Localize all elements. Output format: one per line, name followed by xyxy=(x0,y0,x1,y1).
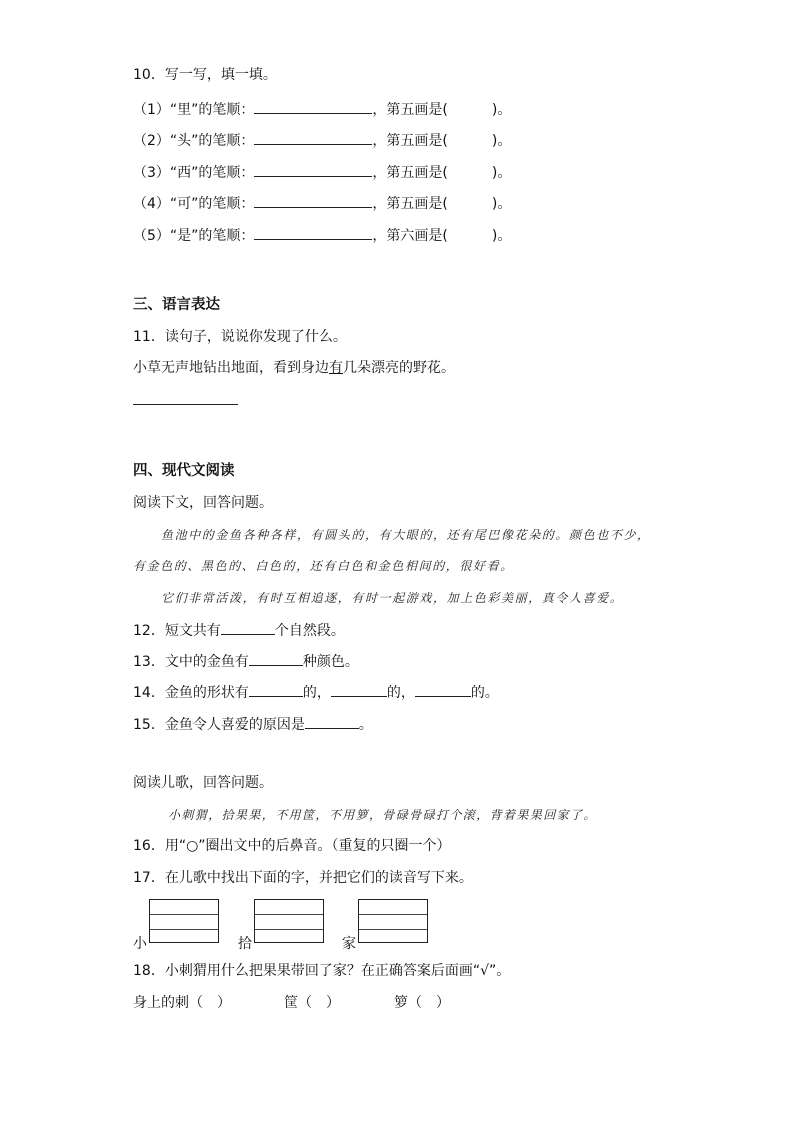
q14-text: 的， xyxy=(302,685,331,701)
q10-item-prefix: （5）“是”的笔顺： xyxy=(133,228,255,244)
q14-text: 14．金鱼的形状有 xyxy=(133,685,249,701)
q10-item-middle: ，第五画是( xyxy=(372,102,448,118)
passage-line: 鱼池中的金鱼各种各样，有圆头的，有大眼的，还有尾巴像花朵的。颜色也不少， xyxy=(161,528,651,542)
q16: 16．用“○”圈出文中的后鼻音。（重复的只圈一个） xyxy=(133,838,451,854)
q18: 18．小刺猬用什么把果果带回了家？在正确答案后面画“√”。 xyxy=(133,963,511,979)
sentence-part: 几朵漂亮的野花。 xyxy=(343,360,455,376)
q10-item-prefix: （3）“西”的笔顺： xyxy=(133,165,255,181)
q12-text: 12．短文共有 xyxy=(133,623,221,639)
poem-intro: 阅读儿歌，回答问题。 xyxy=(133,775,273,791)
stroke-order-blank[interactable] xyxy=(254,193,372,208)
stroke-order-blank[interactable] xyxy=(254,99,372,114)
pinyin-box[interactable] xyxy=(149,899,219,943)
q10-item-2 xyxy=(133,130,511,150)
q17: 17．在儿歌中找出下面的字，并把它们的读音写下来。 xyxy=(133,870,473,886)
q15-text: 15．金鱼令人喜爱的原因是 xyxy=(133,717,305,733)
q15-blank[interactable] xyxy=(305,714,359,729)
q10-item-3 xyxy=(133,162,511,182)
q18-option[interactable]: 筐（ ） xyxy=(284,995,340,1011)
q12 xyxy=(133,620,345,640)
char-label: 小 xyxy=(133,936,147,952)
section3-heading: 三、语言表达 xyxy=(133,297,220,313)
q10-item-suffix: )。 xyxy=(491,196,512,212)
q10-item-middle: ，第五画是( xyxy=(372,165,448,181)
sentence-underlined-char: 有 xyxy=(329,360,343,376)
q11-answer-line[interactable] xyxy=(133,404,238,405)
poem-text: 小刺猬，拾果果，不用筐，不用箩，骨碌骨碌打个滚，背着果果回家了。 xyxy=(168,808,597,822)
char-label: 拾 xyxy=(238,936,252,952)
q10-item-suffix: )。 xyxy=(491,165,512,181)
q15-text: 。 xyxy=(358,717,373,733)
stroke-order-blank[interactable] xyxy=(254,162,372,177)
section4-heading: 四、现代文阅读 xyxy=(133,463,235,479)
q10-item-prefix: （4）“可”的笔顺： xyxy=(133,196,255,212)
q10-item-middle: ，第五画是( xyxy=(372,196,448,212)
q14-blank[interactable] xyxy=(249,682,303,697)
q10-item-middle: ，第六画是( xyxy=(372,228,448,244)
q13-text: 13．文中的金鱼有 xyxy=(133,654,249,670)
q10-item-middle: ，第五画是( xyxy=(372,133,448,149)
q11-title: 11．读句子，说说你发现了什么。 xyxy=(133,329,347,345)
q13 xyxy=(133,651,359,671)
char-label: 家 xyxy=(342,936,356,952)
q11-sentence xyxy=(133,359,455,377)
q18-option[interactable]: 身上的刺（ ） xyxy=(133,995,231,1011)
stroke-order-blank[interactable] xyxy=(254,130,372,145)
stroke-order-blank[interactable] xyxy=(254,225,372,240)
q14-blank[interactable] xyxy=(331,682,387,697)
q10-item-prefix: （1）“里”的笔顺： xyxy=(133,102,255,118)
q10-item-4 xyxy=(133,193,511,213)
q10-item-5 xyxy=(133,225,511,245)
passage-line: 它们非常活泼，有时互相追逐，有时一起游戏，加上色彩美丽，真令人喜爱。 xyxy=(161,591,624,605)
sentence-part: 小草无声地钻出地面，看到身边 xyxy=(133,360,329,376)
q13-blank[interactable] xyxy=(249,651,303,666)
pinyin-box[interactable] xyxy=(254,899,324,943)
q12-blank[interactable] xyxy=(221,620,275,635)
q14-blank[interactable] xyxy=(415,682,471,697)
q14-text: 的。 xyxy=(470,685,499,701)
pinyin-box[interactable] xyxy=(358,899,428,943)
q10-item-suffix: )。 xyxy=(491,133,512,149)
q13-text: 种颜色。 xyxy=(302,654,359,670)
q10-title: 10．写一写，填一填。 xyxy=(133,67,277,83)
q10-item-prefix: （2）“头”的笔顺： xyxy=(133,133,255,149)
reading-intro: 阅读下文，回答问题。 xyxy=(133,495,273,511)
q14 xyxy=(133,682,499,702)
q14-text: 的， xyxy=(386,685,415,701)
q10-item-suffix: )。 xyxy=(491,228,512,244)
q15 xyxy=(133,714,373,734)
q12-text: 个自然段。 xyxy=(274,623,345,639)
q10-item-suffix: )。 xyxy=(491,102,512,118)
q18-option[interactable]: 箩（ ） xyxy=(394,995,450,1011)
q10-item-1 xyxy=(133,99,511,119)
passage-line: 有金色的、黑色的、白色的，还有白色和金色相间的，很好看。 xyxy=(133,559,514,573)
